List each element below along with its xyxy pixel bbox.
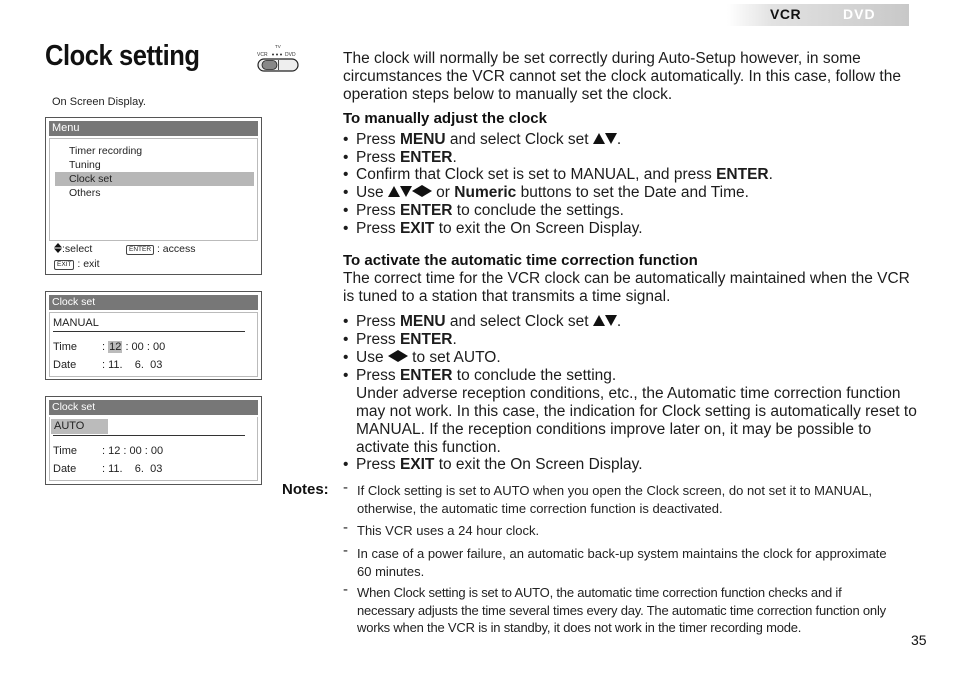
switch-label-vcr: VCR xyxy=(257,52,268,58)
time-hour-field[interactable]: 12 xyxy=(109,341,122,353)
menu-help-area xyxy=(49,240,258,272)
clock-set-auto-inner xyxy=(49,417,258,481)
clock-set-manual-inner xyxy=(49,312,258,377)
date-label: Date xyxy=(53,463,77,475)
clock-set-manual-box xyxy=(45,291,262,380)
auto-heading: To activate the automatic time correction function xyxy=(343,252,698,269)
enter-key: ENTER xyxy=(399,331,453,348)
enter-key-badge: ENTER xyxy=(126,245,154,255)
time-value xyxy=(102,341,165,353)
enter-key: ENTER xyxy=(399,367,453,384)
osd-caption: On Screen Display. xyxy=(52,96,146,108)
notes-label: Notes: xyxy=(282,481,329,498)
menu-help-exit xyxy=(54,258,100,270)
divider xyxy=(53,435,245,436)
page-number: 35 xyxy=(911,632,927,648)
time-colon: : xyxy=(102,341,106,353)
menu-help-exit-text: : exit xyxy=(77,258,100,270)
clock-set-auto-title: Clock set xyxy=(49,400,258,415)
up-down-arrow-icon xyxy=(54,243,62,253)
auto-step-4-note: Under adverse reception conditions, etc., the Automatic time correction function may not work. In this case, the indication for Clock setting is automatically reset to MANUAL. If the reception conditions improve later on, it may be possible to activate this function. xyxy=(356,385,917,456)
menu-key: MENU xyxy=(399,131,446,148)
up-arrow-icon xyxy=(593,133,605,144)
exit-key: EXIT xyxy=(399,220,435,237)
menu-item-timer-recording[interactable]: Timer recording xyxy=(69,145,143,157)
left-arrow-icon xyxy=(412,185,422,197)
menu-key: MENU xyxy=(399,313,446,330)
switch-label-dvd: DVD xyxy=(285,52,296,58)
intro-paragraph: The clock will normally be set correctly during Auto-Setup however, in some circumstances the VCR cannot set the clock automatically. In this case, follow the operation steps below to manually set the clock. xyxy=(343,50,901,103)
down-arrow-icon xyxy=(400,186,412,197)
menu-item-clock-set[interactable]: Clock set xyxy=(55,172,254,186)
date-label: Date xyxy=(53,359,77,371)
menu-help-select xyxy=(54,243,92,255)
up-arrow-icon xyxy=(388,186,400,197)
manual-heading: To manually adjust the clock xyxy=(343,110,547,127)
enter-key: ENTER xyxy=(716,166,769,183)
switch-label-tv: TV xyxy=(275,44,281,49)
date-value: : 11. 6. 03 xyxy=(102,359,163,371)
menu-osd-title: Menu xyxy=(49,121,258,136)
clock-set-auto-box xyxy=(45,396,262,485)
left-arrow-icon xyxy=(388,350,398,362)
vcr-dvd-switch-icon xyxy=(256,43,300,73)
enter-key: ENTER xyxy=(399,202,453,219)
menu-help-access xyxy=(126,243,195,255)
menu-help-access-text: : access xyxy=(156,243,196,255)
header-tab-bar xyxy=(727,4,909,26)
right-arrow-icon xyxy=(422,185,432,197)
clock-set-manual-title: Clock set xyxy=(49,295,258,310)
menu-help-select-text: :select xyxy=(62,243,93,255)
menu-osd-box xyxy=(45,117,262,275)
up-arrow-icon xyxy=(593,315,605,326)
time-label: Time xyxy=(53,341,78,353)
auto-paragraph: The correct time for the VCR clock can be automatically maintained when the VCR is tuned to a station that transmits a time signal. xyxy=(343,270,910,305)
menu-list xyxy=(49,138,258,241)
clock-mode-auto[interactable]: AUTO xyxy=(51,419,108,434)
time-label: Time xyxy=(53,445,78,457)
time-value: : 12 : 00 : 00 xyxy=(102,445,164,457)
page-title: Clock setting xyxy=(45,40,200,72)
right-arrow-icon xyxy=(398,350,408,362)
header-tab-dvd: DVD xyxy=(843,6,876,22)
menu-item-others[interactable]: Others xyxy=(69,187,101,199)
down-arrow-icon xyxy=(605,133,617,144)
time-rest: : 00 : 00 xyxy=(125,341,166,353)
exit-key: EXIT xyxy=(399,456,435,473)
menu-item-tuning[interactable]: Tuning xyxy=(69,159,101,171)
down-arrow-icon xyxy=(605,315,617,326)
enter-key: ENTER xyxy=(399,149,453,166)
clock-mode-manual: MANUAL xyxy=(53,317,99,329)
header-tab-vcr: VCR xyxy=(770,6,802,22)
exit-key-badge: EXIT xyxy=(54,260,74,270)
divider xyxy=(53,331,245,332)
numeric-key: Numeric xyxy=(454,184,517,201)
date-value: : 11. 6. 03 xyxy=(102,463,163,475)
